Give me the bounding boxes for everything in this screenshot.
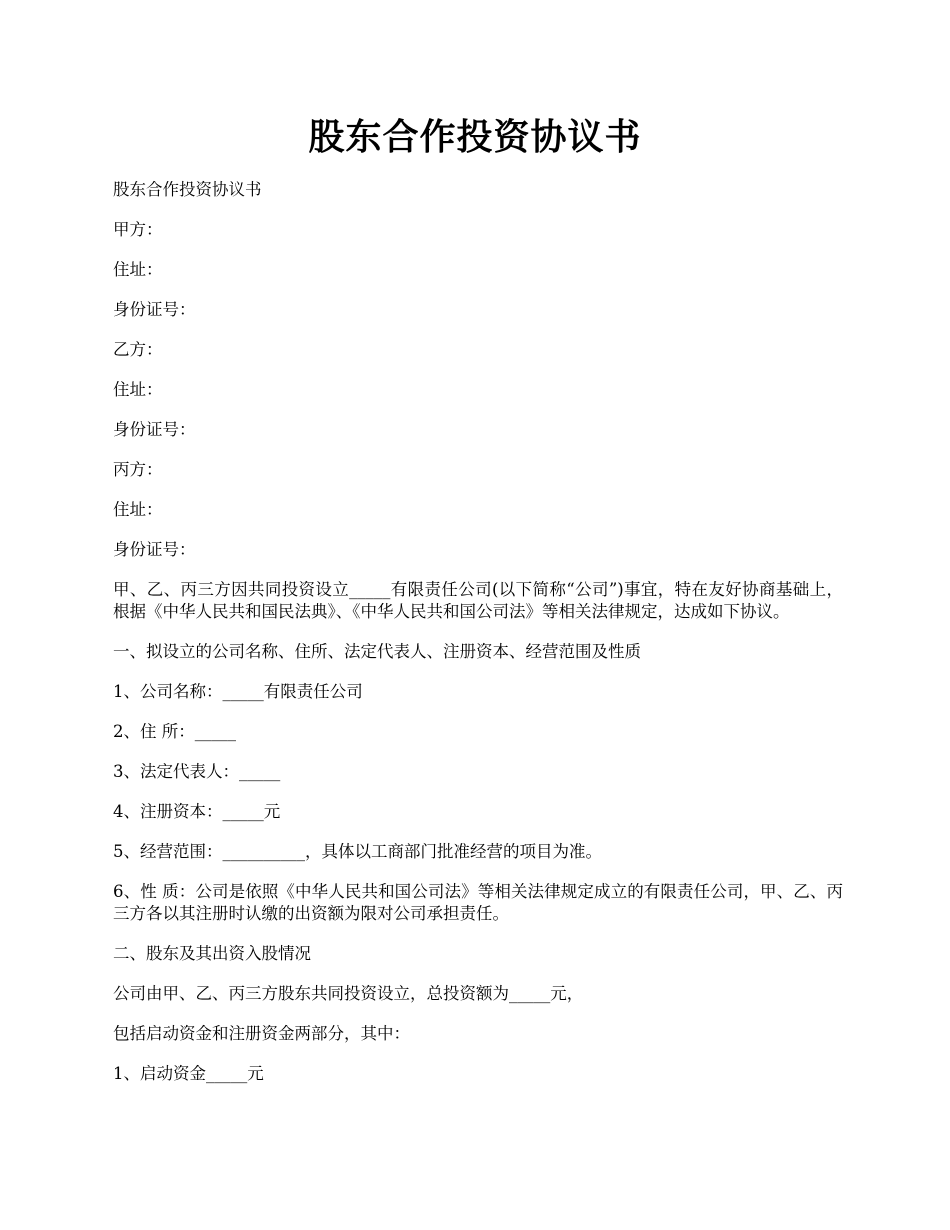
party-c-address: 住址： — [113, 500, 163, 519]
clause-business-scope: 5、经营范围：__________，具体以工商部门批准经营的项目为准。 — [113, 842, 602, 861]
party-c-id: 身份证号： — [113, 540, 196, 559]
clause-company-name: 1、公司名称：_____有限责任公司 — [113, 682, 363, 701]
section-one-heading: 一、拟设立的公司名称、住所、法定代表人、注册资本、经营范围及性质 — [113, 642, 641, 661]
clause-registered-capital: 4、注册资本：_____元 — [113, 802, 281, 821]
party-a-address: 住址： — [113, 260, 163, 279]
document-title: 股东合作投资协议书 — [308, 116, 642, 158]
party-a-id: 身份证号： — [113, 300, 196, 319]
section-two-heading: 二、股东及其出资入股情况 — [113, 944, 311, 963]
clause-nature: 6、性 质：公司是依照《中华人民共和国公司法》等相关法律规定成立的有限责任公司，甲、乙、丙三方各以其注册时认缴的出资额为限对公司承担责任。 — [113, 882, 843, 923]
investment-total-paragraph: 公司由甲、乙、丙三方股东共同投资设立，总投资额为_____元， — [113, 984, 584, 1003]
party-b-address: 住址： — [113, 380, 163, 399]
clause-startup-funds: 1、启动资金_____元 — [113, 1064, 264, 1083]
document-body — [113, 179, 843, 1103]
doc-heading-repeat: 股东合作投资协议书 — [113, 180, 262, 199]
preamble-paragraph: 甲、乙、丙三方因共同投资设立_____有限责任公司(以下简称“公司”)事宜，特在友好协商基础上，根据《中华人民共和国民法典》、《中华人民共和国公司法》等相关法律规定，达成如下协议。 — [113, 580, 843, 621]
party-b-label: 乙方： — [113, 340, 163, 359]
clause-legal-rep: 3、法定代表人：_____ — [113, 762, 281, 781]
clause-address: 2、住 所：_____ — [113, 722, 236, 741]
party-b-id: 身份证号： — [113, 420, 196, 439]
investment-parts-paragraph: 包括启动资金和注册资金两部分，其中： — [113, 1024, 410, 1043]
party-c-label: 丙方： — [113, 460, 163, 479]
party-a-label: 甲方： — [113, 220, 163, 239]
